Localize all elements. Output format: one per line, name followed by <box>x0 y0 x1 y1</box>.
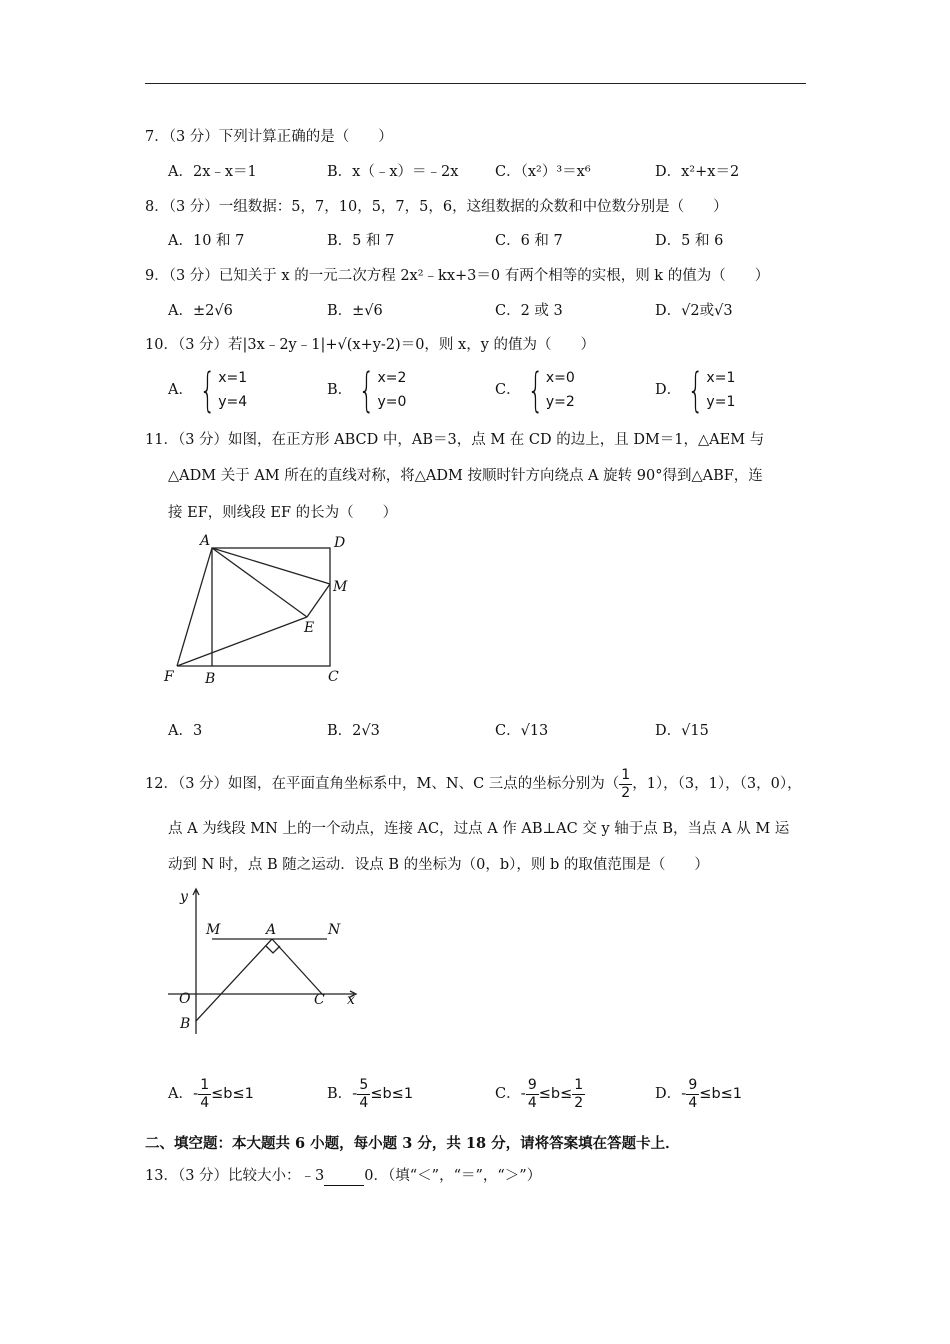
q10-option-a-label: A． <box>168 382 193 398</box>
q7-option-b: B．x（﹣x）＝﹣2x <box>327 164 459 180</box>
frac-numerator: 1 <box>574 1076 584 1093</box>
segment-am <box>212 548 330 584</box>
label-a: A <box>200 533 211 549</box>
q8-option-b: B．5 和 7 <box>327 233 395 249</box>
q10-option-d-label: D． <box>655 382 682 398</box>
segment-af <box>177 548 212 666</box>
frac-denominator: 2 <box>574 1094 584 1111</box>
q8-stem: 8．（3 分）一组数据：5，7，10，5，7，5，6，这组数据的众数和中位数分别是（ ） <box>145 199 728 215</box>
q12-option-d <box>655 1074 742 1114</box>
q12-option-c-frac-upper <box>572 1077 585 1112</box>
q12-frac <box>619 767 632 802</box>
q9-option-d: D．√2或√3 <box>655 303 733 319</box>
q12-line3: 动到 N 时，点 B 随之运动．设点 B 的坐标为（0，b），则 b 的取值范围是（ ） <box>168 857 709 873</box>
q10-option-c-eq2: y=2 <box>545 394 575 410</box>
q11-option-d: D．√15 <box>655 723 709 739</box>
q8-option-a: A．10 和 7 <box>168 233 245 249</box>
q12-line1-post: ，1），（3，1），（3，0）， <box>632 776 802 792</box>
q10-option-a-eq1: x=1 <box>218 370 248 386</box>
q12-option-c-frac <box>526 1077 539 1112</box>
q9-option-a: A．±2√6 <box>168 303 233 319</box>
label-d: D <box>334 535 346 551</box>
q12-option-b <box>327 1074 413 1114</box>
label-o: O <box>179 991 191 1007</box>
q12-option-a <box>168 1074 254 1114</box>
frac-denominator: 4 <box>527 1094 537 1111</box>
q10-option-c-eq1: x=0 <box>545 370 575 386</box>
q10-stem: 10．（3 分）若|3x﹣2y﹣1|+√(x+y-2)＝0，则 x，y 的值为（ ） <box>145 337 596 353</box>
left-brace-icon: { <box>199 363 216 417</box>
q12-option-c <box>495 1074 585 1114</box>
inequality-text: ≤b≤1 <box>211 1086 254 1102</box>
q13-post: 0．（填“＜”，“＝”，“＞”） <box>364 1168 542 1184</box>
label-f: F <box>164 669 174 685</box>
q13-stem <box>145 1166 541 1186</box>
q9-option-b: B．±√6 <box>327 303 383 319</box>
q13-pre: 13．（3 分）比较大小：﹣3 <box>145 1168 325 1184</box>
q10-option-c <box>495 363 575 417</box>
q11-line2: △ADM 关于 AM 所在的直线对称，将△ADM 按顺时针方向绕点 A 旋转 90°得到△ABF，连 <box>168 468 763 484</box>
frac-denominator: 4 <box>688 1094 698 1111</box>
label-n: N <box>328 922 341 938</box>
label-c: C <box>328 669 339 685</box>
minus-sign: - <box>352 1086 358 1102</box>
q7-option-d: D．x²+x＝2 <box>655 164 740 180</box>
q11-option-a: A．3 <box>168 723 203 739</box>
label-x: x <box>347 992 355 1008</box>
q9-stem: 9．（3 分）已知关于 x 的一元二次方程 2x²﹣kx+3＝0 有两个相等的实根，则 k 的值为（ ） <box>145 268 770 284</box>
frac-numerator: 5 <box>359 1076 369 1093</box>
q11-figure <box>160 530 360 690</box>
q11-option-b: B．2√3 <box>327 723 380 739</box>
label-b: B <box>180 1016 191 1032</box>
frac-denominator: 4 <box>200 1094 210 1111</box>
q12-option-c-label: C． <box>495 1086 521 1102</box>
left-brace-icon: { <box>687 363 704 417</box>
q10-option-d <box>655 363 736 417</box>
q10-option-b-eq2: y=0 <box>377 394 407 410</box>
segment-ae <box>212 548 307 617</box>
minus-sign: - <box>520 1086 526 1102</box>
inequality-text: ≤b≤1 <box>370 1086 414 1102</box>
segment-em <box>307 584 330 617</box>
minus-sign: - <box>681 1086 687 1102</box>
q11-option-c: C．√13 <box>495 723 549 739</box>
label-y: y <box>180 889 188 905</box>
q12-frac-numerator: 1 <box>621 766 631 783</box>
inequality-text: ≤b≤ <box>538 1086 573 1102</box>
q11-line3: 接 EF，则线段 EF 的长为（ ） <box>168 505 398 521</box>
label-e: E <box>304 620 315 636</box>
q10-option-b-label: B． <box>327 382 353 398</box>
right-angle-marker-icon <box>266 946 280 953</box>
q7-stem: 7．（3 分）下列计算正确的是（ ） <box>145 129 393 145</box>
q11-line1: 11．（3 分）如图，在正方形 ABCD 中，AB＝3，点 M 在 CD 的边上，且 DM＝1，△AEM 与 <box>145 432 765 448</box>
inequality-text: ≤b≤1 <box>699 1086 743 1102</box>
q10-option-b <box>327 363 407 417</box>
q10-option-a <box>168 363 248 417</box>
frac-numerator: 9 <box>688 1076 698 1093</box>
q12-option-b-label: B． <box>327 1086 353 1102</box>
frac-numerator: 1 <box>200 1076 210 1093</box>
label-a: A <box>266 922 277 938</box>
section-heading: 二、填空题：本大题共 6 小题，每小题 3 分，共 18 分，请将答案填在答题卡上． <box>145 1135 680 1152</box>
q8-option-d: D．5 和 6 <box>655 233 724 249</box>
q12-line2: 点 A 为线段 MN 上的一个动点，连接 AC，过点 A 作 AB⊥AC 交 y 轴于点 B，当点 A 从 M 运 <box>168 821 790 837</box>
label-b: B <box>205 671 216 687</box>
answer-blank[interactable] <box>324 1171 364 1186</box>
frac-numerator: 9 <box>527 1076 537 1093</box>
q12-figure <box>165 880 365 1040</box>
q12-line1 <box>145 764 802 804</box>
q9-option-c: C．2 或 3 <box>495 303 563 319</box>
label-m: M <box>206 922 221 938</box>
minus-sign: - <box>192 1086 199 1102</box>
q12-option-d-frac <box>686 1077 699 1112</box>
q10-option-c-label: C． <box>495 382 521 398</box>
q12-option-a-label: A． <box>168 1086 193 1102</box>
header-rule <box>145 83 806 84</box>
label-c: C <box>314 992 325 1008</box>
q10-option-a-eq2: y=4 <box>218 394 248 410</box>
segment-fe <box>177 617 307 666</box>
left-brace-icon: { <box>527 363 544 417</box>
q12-line1-pre: 12．（3 分）如图，在平面直角坐标系中，M、N、C 三点的坐标分别为（ <box>145 776 620 792</box>
frac-denominator: 4 <box>359 1094 369 1111</box>
left-brace-icon: { <box>358 363 375 417</box>
q8-option-c: C．6 和 7 <box>495 233 563 249</box>
q12-option-b-frac <box>357 1077 370 1112</box>
q7-option-a: A．2x﹣x＝1 <box>168 164 257 180</box>
q12-option-a-frac <box>198 1077 211 1112</box>
q10-option-b-eq1: x=2 <box>377 370 407 386</box>
q10-option-d-eq2: y=1 <box>706 394 736 410</box>
q7-option-c: C．（x²）³＝x⁶ <box>495 164 591 180</box>
q12-option-d-label: D． <box>655 1086 682 1102</box>
label-m: M <box>333 579 348 595</box>
segment-ab <box>196 939 272 1021</box>
q10-option-d-eq1: x=1 <box>706 370 736 386</box>
q12-frac-denominator: 2 <box>621 784 631 801</box>
